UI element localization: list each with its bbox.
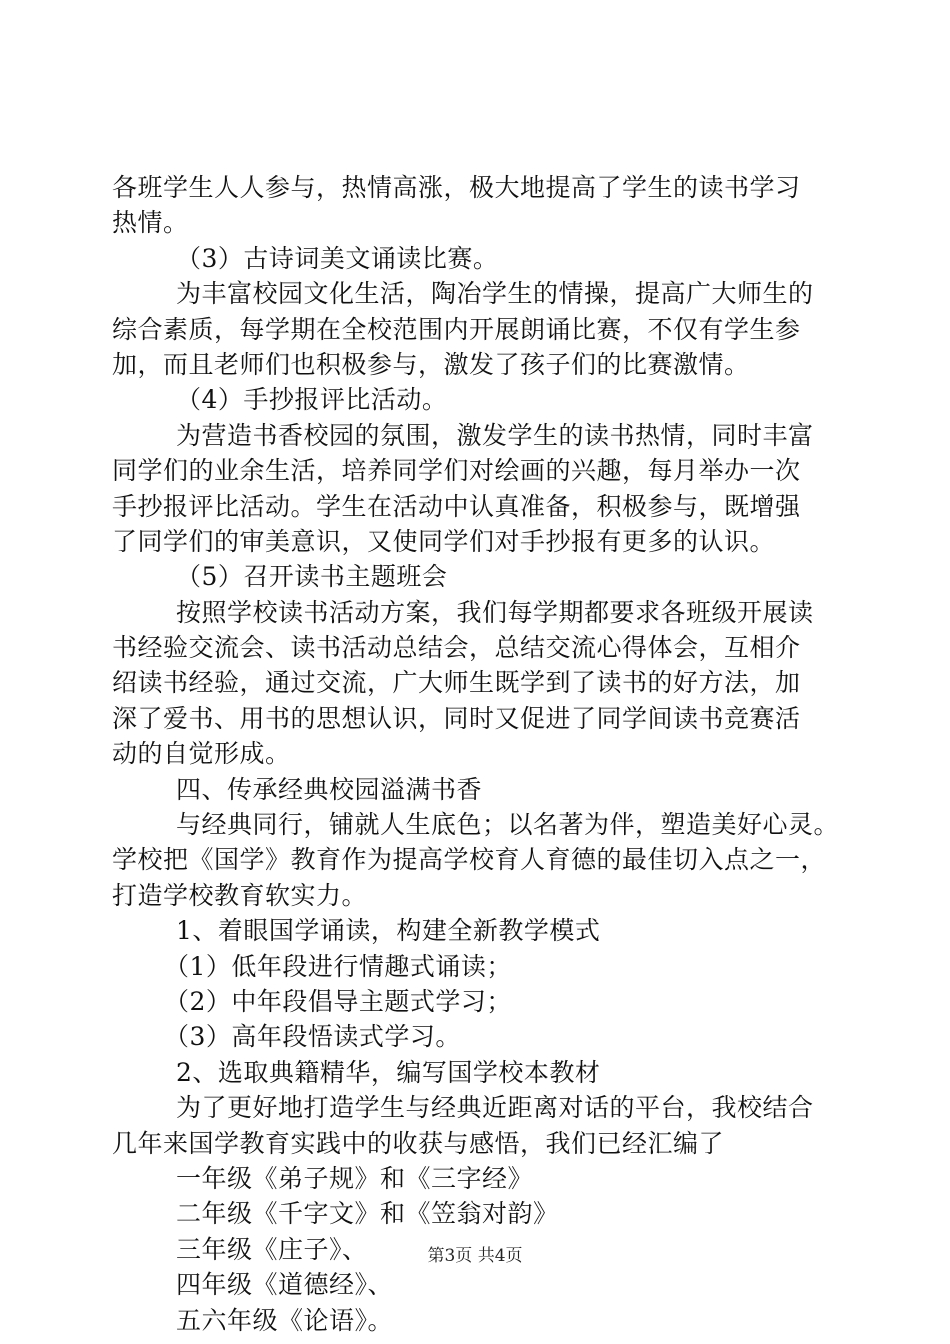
text-line: 手抄报评比活动。学生在活动中认真准备，积极参与，既增强 (112, 491, 801, 521)
section-heading: （5）召开读书主题班会 (176, 562, 448, 592)
text-line: 学校把《国学》教育作为提高学校育人育德的最佳切入点之一， (112, 845, 827, 875)
list-item: 三年级《庄子》、 (176, 1234, 368, 1264)
text-line: 与经典同行，铺就人生底色；以名著为伴，塑造美好心灵。 (176, 810, 840, 840)
section-heading: （3）古诗词美文诵读比赛。 (176, 243, 499, 273)
list-item: 二年级《千字文》和《笠翁对韵》 (176, 1199, 559, 1229)
list-item: 四年级《道德经》、 (176, 1270, 394, 1300)
text-line: 了同学们的审美意识，又使同学们对手抄报有更多的认识。 (112, 526, 776, 556)
list-item: （2）中年段倡导主题式学习； (164, 986, 512, 1016)
section-heading: 四、传承经典校园溢满书香 (176, 774, 483, 804)
text-line: 为营造书香校园的氛围，激发学生的读书热情，同时丰富 (176, 420, 814, 450)
text-line: 综合素质，每学期在全校范围内开展朗诵比赛，不仅有学生参 (112, 314, 801, 344)
page-number-footer: 第3页 共4页 (427, 1246, 523, 1266)
section-heading: （4）手抄报评比活动。 (176, 385, 448, 415)
text-line: 按照学校读书活动方案，我们每学期都要求各班级开展读 (176, 597, 814, 627)
text-line: 为了更好地打造学生与经典近距离对话的平台，我校结合 (176, 1093, 814, 1123)
text-line: 为丰富校园文化生活，陶冶学生的情操，提高广大师生的 (176, 279, 814, 309)
text-line: 深了爱书、用书的思想认识，同时又促进了同学间读书竞赛活 (112, 703, 801, 733)
text-line: 动的自觉形成。 (112, 739, 291, 769)
text-line: 书经验交流会、读书活动总结会，总结交流心得体会，互相介 (112, 633, 801, 663)
list-item: 一年级《弟子规》和《三字经》 (176, 1163, 534, 1193)
section-heading: 1、着眼国学诵读，构建全新教学模式 (176, 916, 601, 946)
text-line: 绍读书经验，通过交流，广大师生既学到了读书的好方法，加 (112, 668, 801, 698)
section-heading: 2、选取典籍精华，编写国学校本教材 (176, 1057, 601, 1087)
text-line: 各班学生人人参与，热情高涨，极大地提高了学生的读书学习 (112, 173, 801, 202)
text-line: 打造学校教育软实力。 (112, 880, 368, 910)
document-body (112, 170, 842, 1338)
list-item: （3）高年段悟读式学习。 (164, 1022, 461, 1052)
text-line: 热情。 (112, 208, 189, 238)
list-item: （1）低年段进行情趣式诵读； (164, 951, 512, 981)
text-line: 同学们的业余生活，培养同学们对绘画的兴趣，每月举办一次 (112, 456, 801, 486)
text-line: 加，而且老师们也积极参与，激发了孩子们的比赛激情。 (112, 349, 750, 379)
text-line: 几年来国学教育实践中的收获与感悟，我们已经汇编了 (112, 1128, 725, 1158)
list-item: 五六年级《论语》。 (176, 1305, 394, 1335)
